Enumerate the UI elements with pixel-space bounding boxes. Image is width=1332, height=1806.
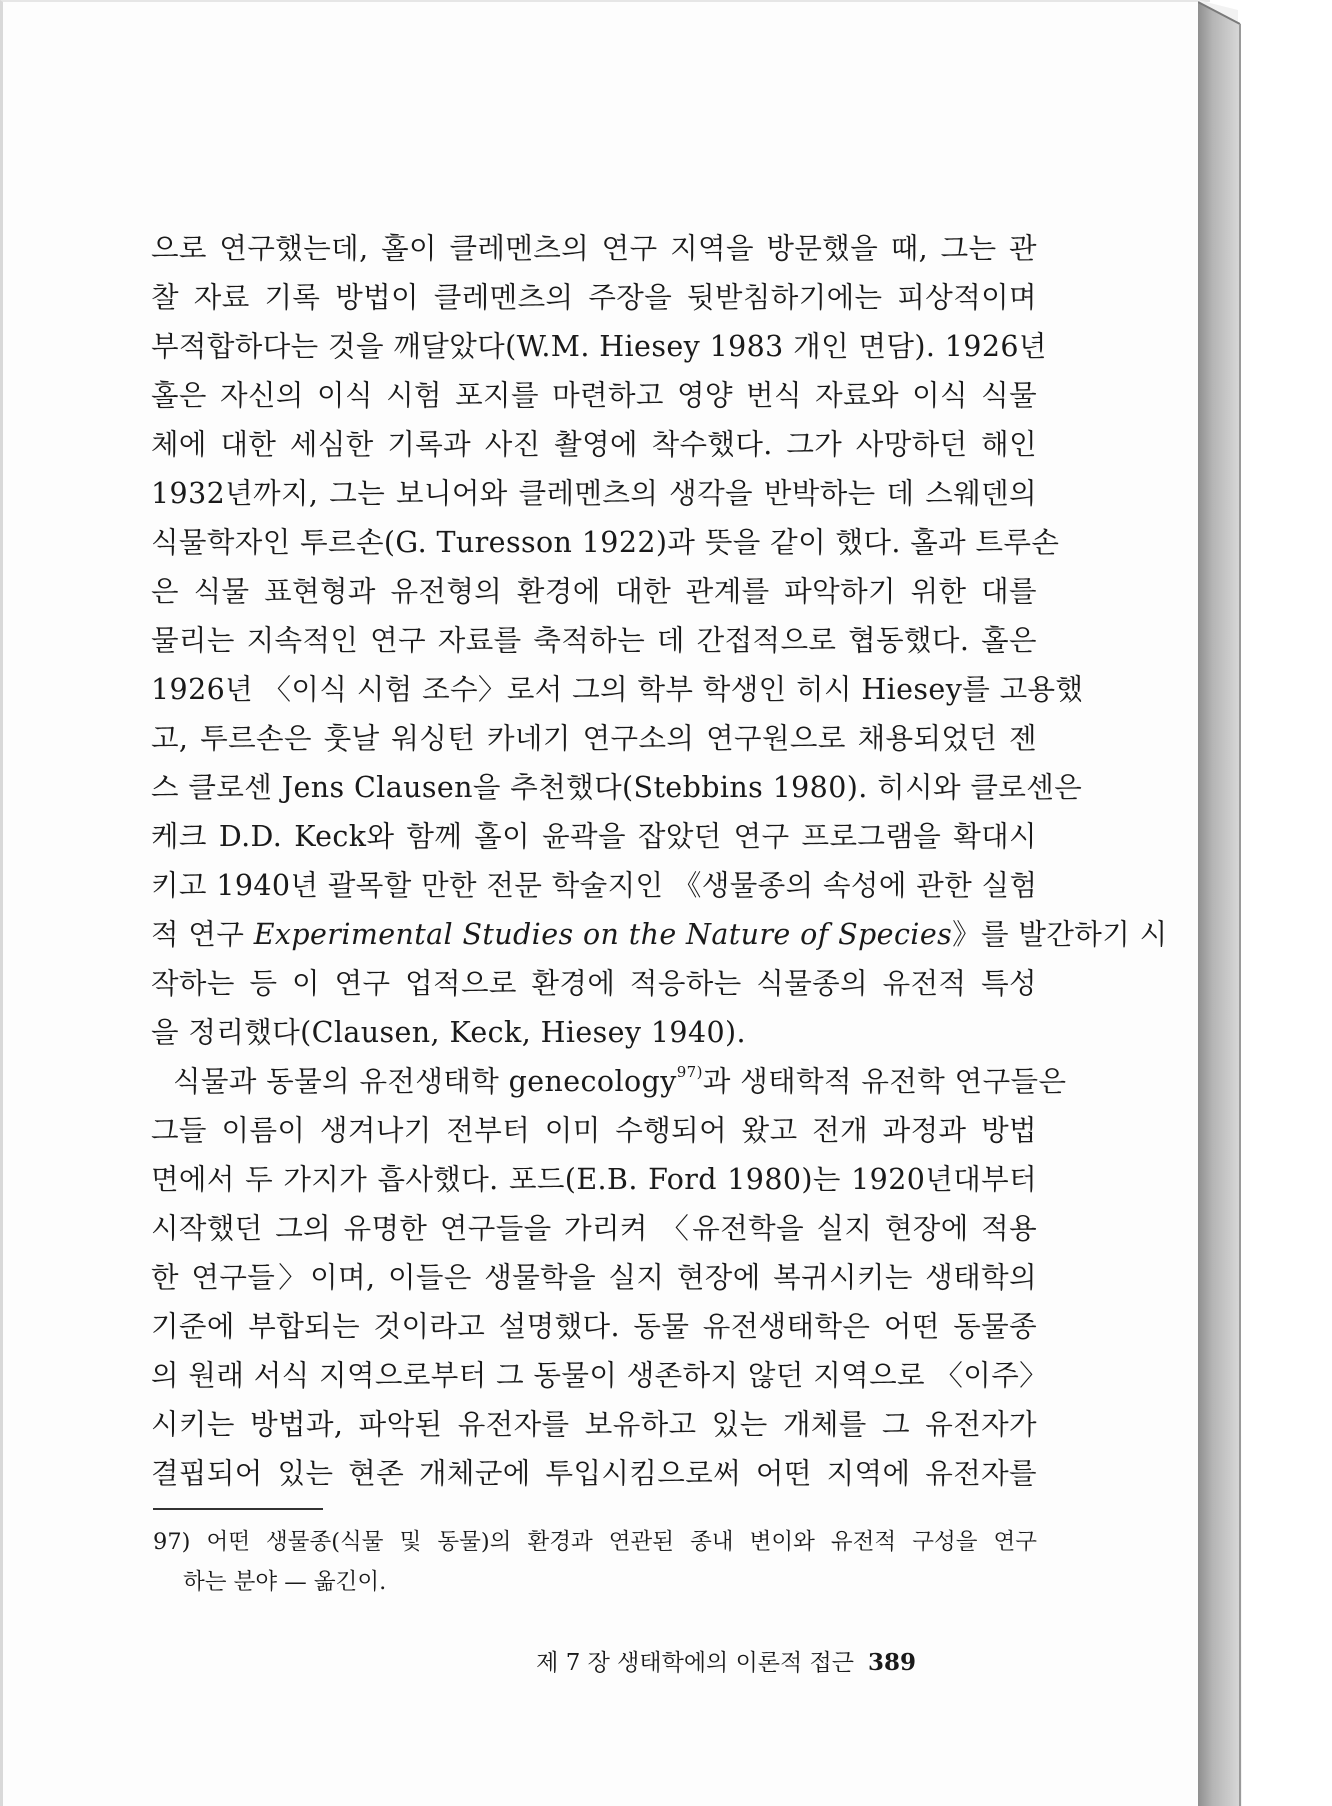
body-text [151, 224, 1168, 1498]
italic-line-after: 》를 발간하기 시 [952, 918, 1168, 951]
body-line: 시작했던 그의 유명한 연구들을 가리켜 〈유전학을 실지 현장에 적용 [151, 1212, 1037, 1245]
body-line: 물리는 지속적인 연구 자료를 축적하는 데 간접적으로 협동했다. 홀은 [151, 624, 1037, 657]
body-line: 작하는 등 이 연구 업적으로 환경에 적응하는 식물종의 유전적 특성 [151, 967, 1037, 1000]
body-line: 시키는 방법과, 파악된 유전자를 보유하고 있는 개체를 그 유전자가 [151, 1408, 1037, 1441]
body-line: 고, 투르손은 훗날 워싱턴 카네기 연구소의 연구원으로 채용되었던 젠 [151, 722, 1037, 755]
page-number: 389 [867, 1649, 916, 1676]
body-line: 식물학자인 투르손(G. Turesson 1922)과 뜻을 같이 했다. 홀과 트루손 [151, 526, 1060, 559]
body-line: 체에 대한 세심한 기록과 사진 촬영에 착수했다. 그가 사망하던 해인 [151, 428, 1037, 461]
body-line: 부적합하다는 것을 깨달았다(W.M. Hiesey 1983 개인 면담). 1926년 [151, 330, 1047, 363]
body-line: 면에서 두 가지가 흡사했다. 포드(E.B. Ford 1980)는 1920년대부터 [151, 1163, 1037, 1196]
body-line: 스 클로센 Jens Clausen을 추천했다(Stebbins 1980). 히시와 클로센은 [151, 771, 1083, 804]
italic-line-before: 적 연구 [151, 918, 254, 951]
body-line: 으로 연구했는데, 홀이 클레멘츠의 연구 지역을 방문했을 때, 그는 관 [151, 232, 1037, 265]
body-line: 한 연구들〉이며, 이들은 생물학을 실지 현장에 복귀시키는 생태학의 [151, 1261, 1037, 1294]
body-line: 의 원래 서식 지역으로부터 그 동물이 생존하지 않던 지역으로 〈이주〉 [151, 1359, 1049, 1392]
chapter-title: 제 7 장 생태학에의 이론적 접근 [536, 1650, 854, 1676]
stack-side [1198, 2, 1240, 1806]
body-line: 기준에 부합되는 것이라고 설명했다. 동물 유전생태학은 어떤 동물종 [151, 1310, 1037, 1343]
body-line-italic-title [151, 910, 1168, 959]
body-line: 결핍되어 있는 현존 개체군에 투입시킴으로써 어떤 지역에 유전자를 [151, 1457, 1037, 1490]
page-stack-edge [1198, 0, 1332, 1806]
para2-before: 식물과 동물의 유전생태학 genecology [173, 1065, 677, 1098]
paragraph-2-first-line [151, 1057, 1067, 1106]
page-edge-graphic [1198, 0, 1332, 1806]
footnote-divider [153, 1508, 323, 1510]
body-line: 은 식물 표현형과 유전형의 환경에 대한 관계를 파악하기 위한 대를 [151, 575, 1037, 608]
para2-after: 과 생태학적 유전학 연구들은 [702, 1065, 1067, 1098]
running-footer [536, 1648, 916, 1678]
footnote-line: 97) 어떤 생물종(식물 및 동물)의 환경과 연관된 종내 변이와 유전적 구성을 연구 [153, 1529, 1037, 1555]
footnote-reference[interactable]: 97) [676, 1063, 703, 1081]
body-line: 1926년 〈이식 시험 조수〉로서 그의 학부 학생인 히시 Hiesey를 고용했 [151, 673, 1084, 706]
body-line: 1932년까지, 그는 보니어와 클레멘츠의 생각을 반박하는 데 스웨덴의 [151, 477, 1037, 510]
body-line: 을 정리했다(Clausen, Keck, Hiesey 1940). [151, 1016, 747, 1049]
body-line: 케크 D.D. Keck와 함께 홀이 윤곽을 잡았던 연구 프로그램을 확대시 [151, 820, 1037, 853]
footnote [153, 1522, 1037, 1602]
body-line: 키고 1940년 괄목할 만한 전문 학술지인 《생물종의 속성에 관한 실험 [151, 869, 1038, 902]
body-line: 찰 자료 기록 방법이 클레멘츠의 주장을 뒷받침하기에는 피상적이며 [151, 281, 1037, 314]
body-line: 그들 이름이 생겨나기 전부터 이미 수행되어 왔고 전개 과정과 방법 [151, 1114, 1037, 1147]
body-line: 홀은 자신의 이식 시험 포지를 마련하고 영양 번식 자료와 이식 식물 [151, 379, 1037, 412]
footnote-line: 하는 분야 — 옮긴이. [183, 1569, 387, 1595]
english-journal-title: Experimental Studies on the Nature of Species [253, 918, 953, 951]
